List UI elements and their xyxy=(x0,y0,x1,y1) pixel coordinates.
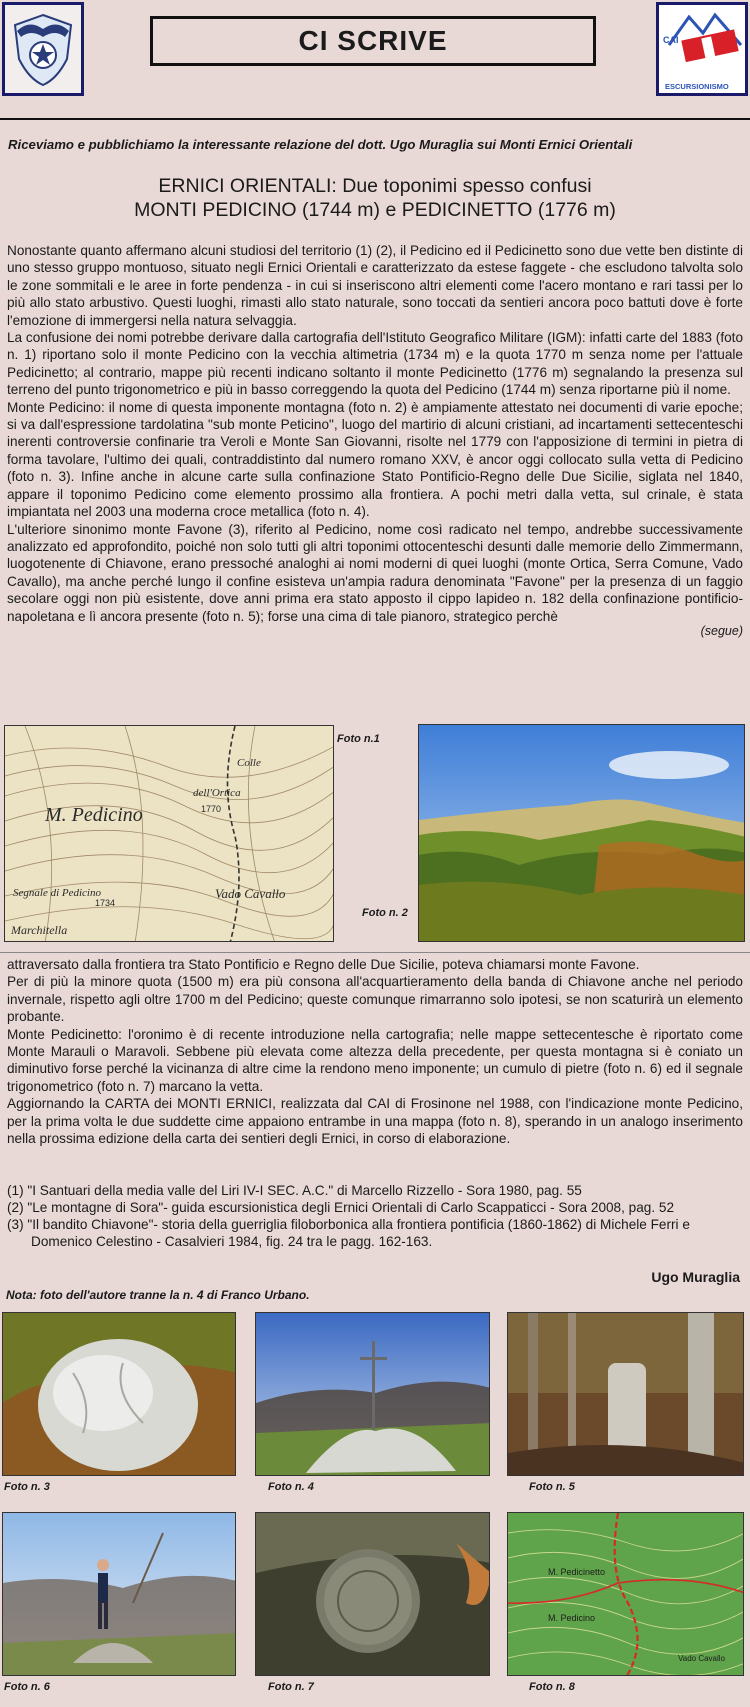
paragraph: attraversato dalla frontiera tra Stato Pontificio e Regno delle Due Sicilie, poteva chiamarsi monte Favone. xyxy=(7,957,640,972)
photo-6-stone-cairn xyxy=(2,1512,236,1676)
map1-label: Marchitella xyxy=(11,923,68,937)
intro-line: Riceviamo e pubblichiamo la interessante relazione del dott. Ugo Muraglia sui Monti Ernici Orientali xyxy=(8,137,633,152)
photo-7-trig-marker xyxy=(255,1512,490,1676)
article-body-bottom xyxy=(7,956,743,1147)
article-title-line-2: MONTI PEDICINO (1744 m) e PEDICINETTO (1776 m) xyxy=(134,199,616,221)
article-body-top xyxy=(7,242,743,640)
reference-item: (2) "Le montagne di Sora"- guida escursionistica degli Ernici Orientali di Carlo Scappaticci - Sora 2008, pag. 52 xyxy=(7,1200,675,1215)
references-list xyxy=(7,1182,743,1250)
map1-label: 1734 xyxy=(95,898,116,908)
map8-label: M. Pedicinetto xyxy=(548,1567,606,1577)
photo-1-old-map xyxy=(4,725,334,942)
photo-2-caption: Foto n. 2 xyxy=(362,907,408,919)
cai-emblem-logo xyxy=(2,2,84,96)
header xyxy=(0,0,750,110)
section-divider xyxy=(0,952,750,953)
segue-label: (segue) xyxy=(700,623,743,638)
photo-8-caption: Foto n. 8 xyxy=(529,1681,575,1693)
cai-escursionismo-logo xyxy=(656,2,748,96)
map1-label: dell'Ortica xyxy=(193,787,241,799)
reference-item: (1) "I Santuari della media valle del Liri IV-I SEC. A.C." di Marcello Rizzello - Sora 1980, pag. 55 xyxy=(7,1183,582,1198)
map8-label: Vado Cavallo xyxy=(678,1654,725,1663)
photo-4-caption: Foto n. 4 xyxy=(268,1481,314,1493)
cai-logo-text: CAI xyxy=(663,35,679,45)
escursionismo-logo-text: ESCURSIONISMO xyxy=(665,82,729,91)
article-title xyxy=(0,174,750,222)
paragraph: Monte Pedicino: il nome di questa imponente montagna (foto n. 2) è ampiamente attestato nei documenti di varie epoche; si va dall'espressione tardolatina "sub monte Peticino", luogo del martirio di alcuni cristiani, ad incartamenti settecenteschi inerenti controversie confinarie tra Veroli e Monte San Giovanni, risolte nel 1779 con l'apposizione di termini in pietra di forma tavolare, l'ultimo dei quali, contraddistinto dal numero romano XXV, è ancor oggi collocato sulla vetta di Pedicino (foto n. 3). Infine anche in alcune carte sulla confinazione Stato Pontificio-Regno delle Due Sicilie, siglata nel 1840, appare il toponimo Pedicino come elemento prossimo alla frontiera. A pochi metri dalla vetta, sul crinale, è stata impiantata nel 2003 una moderna croce metallica (foto n. 4). xyxy=(7,399,743,520)
paragraph: Aggiornando la CARTA dei MONTI ERNICI, realizzata dal CAI di Frosinone nel 1988, con l'indicazione monte Pedicino, per la prima volta le due suddette cime appaiono entrambe in una mappa (foto n. 8), sperando in un analogo inserimento nella prossima edizione della carta dei sentieri degli Ernici, in corso di elaborazione. xyxy=(7,1096,743,1147)
author-name: Ugo Muraglia xyxy=(651,1269,740,1285)
photo-8-trail-map xyxy=(507,1512,744,1676)
map1-label: 1770 xyxy=(201,804,222,814)
paragraph: Per di più la minore quota (1500 m) era più consona all'acquartieramento della banda di Chiavone anche nel periodo invernale, rispetto agli oltre 1700 m del Pedicino; queste comunque rimarranno solo ipotesi, se non scaturirà un elemento probante. xyxy=(7,974,743,1025)
paragraph: La confusione dei nomi potrebbe derivare dalla cartografia dell'Istituto Geografico Militare (IGM): infatti carte del 1883 (foto n. 1) riportano solo il monte Pedicino con la vecchia altimetria (1734 m) e la quota 1770 m senza nome per l'attuale Pedicinetto; al contrario, mappe più recenti indicano soltanto il monte Pedicinetto (1776 m) segnalando la presenza sul terreno del punto trigonometrico e più in basso correggendo la quota del Pedicino (1744 m) senza riportarne più il nome. xyxy=(7,330,743,398)
map1-label: M. Pedicino xyxy=(45,804,143,826)
photo-7-caption: Foto n. 7 xyxy=(268,1681,314,1693)
map1-label: Colle xyxy=(237,757,261,769)
photo-credit-note: Nota: foto dell'autore tranne la n. 4 di Franco Urbano. xyxy=(6,1288,310,1302)
map8-label: M. Pedicino xyxy=(548,1613,596,1623)
reference-item: (3) "Il bandito Chiavone"- storia della guerriglia filoborbonica alla frontiera pontificia (1860-1862) di Michele Ferri e Domenico Celestino - Casalvieri 1984, fig. 24 tra le pagg. 162-163. xyxy=(7,1217,690,1249)
photo-4-summit-cross xyxy=(255,1312,490,1476)
page-title: CI SCRIVE xyxy=(150,16,596,66)
map1-label: Segnale di Pedicino xyxy=(13,887,101,899)
photo-5-caption: Foto n. 5 xyxy=(529,1481,575,1493)
photo-1-caption: Foto n.1 xyxy=(337,733,380,745)
photo-2-landscape xyxy=(418,724,745,942)
photo-6-caption: Foto n. 6 xyxy=(4,1681,50,1693)
header-divider xyxy=(0,118,750,120)
article-title-line-1: ERNICI ORIENTALI: Due toponimi spesso confusi xyxy=(158,175,592,197)
photo-5-stone-marker xyxy=(507,1312,744,1476)
photo-3-caption: Foto n. 3 xyxy=(4,1481,50,1493)
map1-label: Vado Cavallo xyxy=(215,886,286,901)
photo-3-boundary-stone xyxy=(2,1312,236,1476)
paragraph: Nonostante quanto affermano alcuni studiosi del territorio (1) (2), il Pedicino ed il Pedicinetto sono due vette ben distinte di uno stesso gruppo montuoso, situato negli Ernici Orientali e caratterizzato da estese faggete - che escludono talvolta solo le zone sommitali e le aree in forte pendenza - in cui si inseriscono altri elementi come l'acero montano e rari tassi per lo più allo stato arbustivo. Questi luoghi, rimasti allo stato naturale, sono toccati da sentieri ancora poco battuti dove è forte l'emozione di immergersi nella natura selvaggia. xyxy=(7,243,743,328)
paragraph: L'ulteriore sinonimo monte Favone (3), riferito al Pedicino, nome così radicato nel tempo, andrebbe successivamente analizzato ed approfondito, poiché non solo tutti gli altri toponimi ottocenteschi desunti dalle memorie dello Zimmermann, luogotenente di Chiavone, erano pressoché analoghi ai nomi moderni di quei luoghi (monte Ortica, Serra Comune, Vado Cavallo), ma anche perché lungo il confine esisteva un'ampia radura denominata "Favone" per la presenza di un faggio secolare oggi non più esistente, dove anni prima era stato apposto il cippo lapideo n. 182 della confinazione pontificio-napoletana e lì ancora presente (foto n. 5); forse una cima di tale pianoro, strategico perchè xyxy=(7,521,743,624)
paragraph: Monte Pedicinetto: l'oronimo è di recente introduzione nella cartografia; nelle mappe settecentesche è riportato come Monte Marauli o Maravoli. Sebbene più elevata come altezza della precedente, per questa montagna si è coniato un diminutivo forse perché la vicinanza di altre cime la rendono meno imponente; un cumulo di pietre (foto n. 6) ed il segnale trigonometrico (foto n. 7) marcano la vetta. xyxy=(7,1026,743,1094)
